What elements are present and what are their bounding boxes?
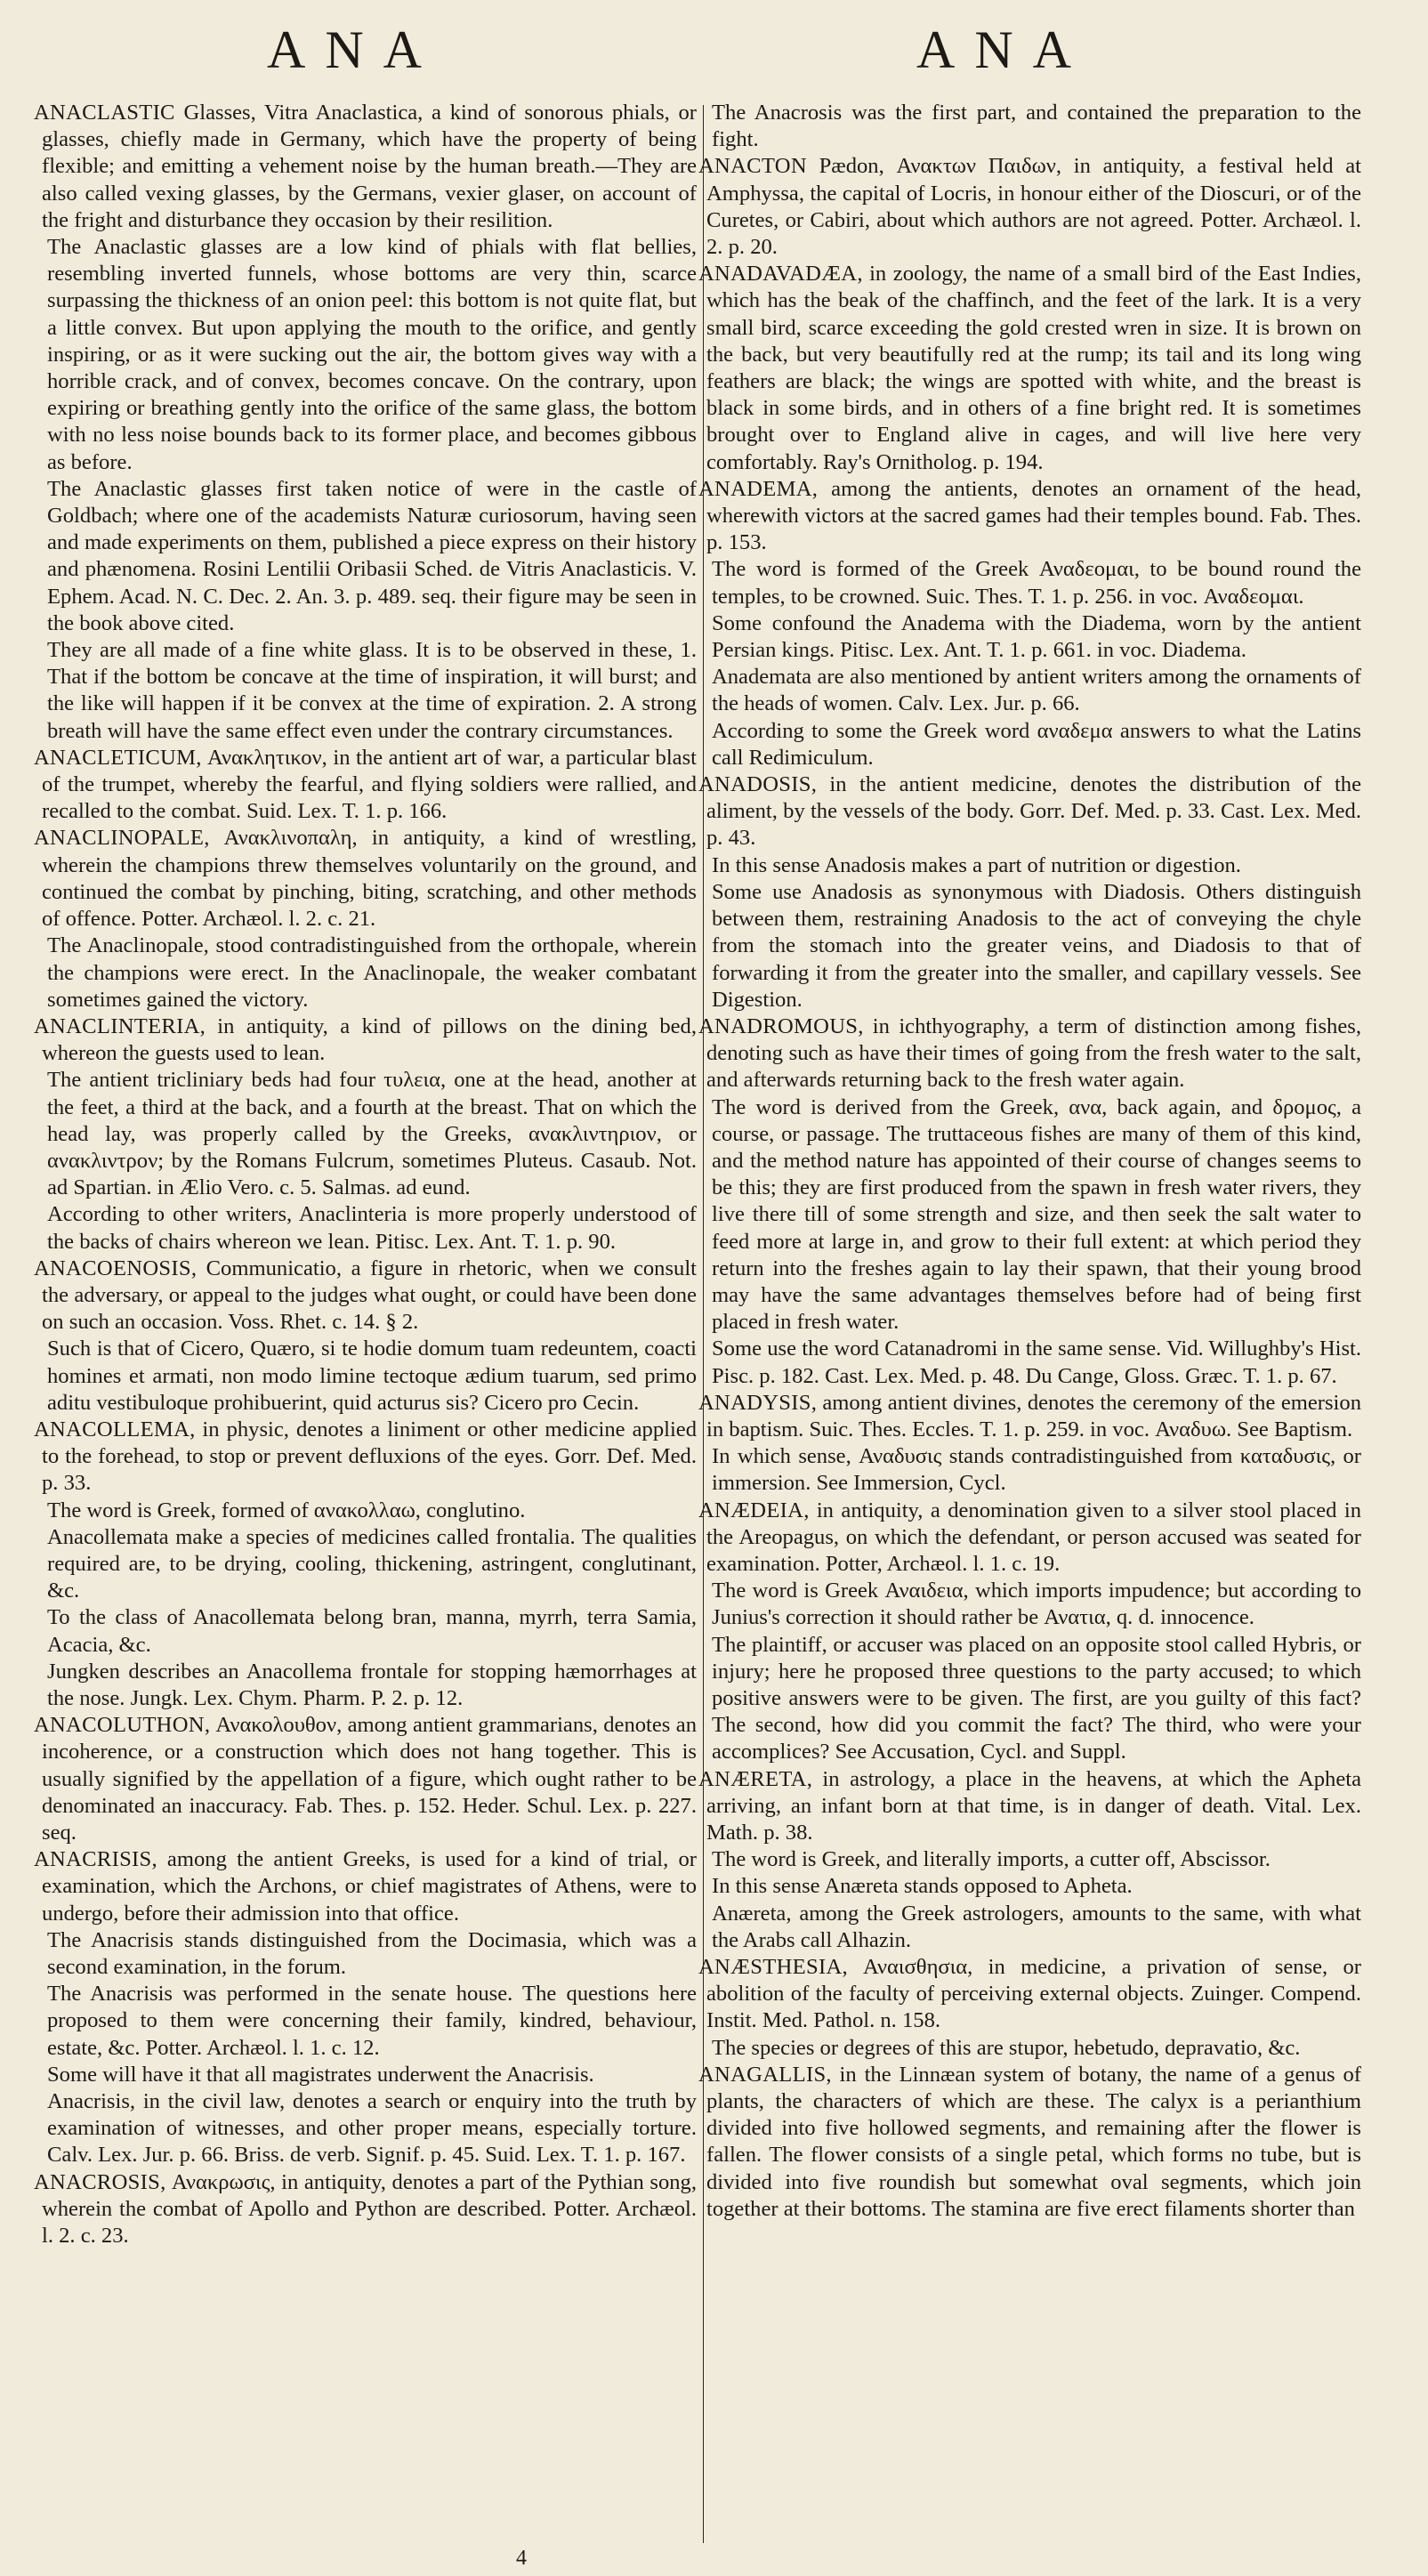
entry-paragraph	[39, 1067, 697, 1201]
dictionary-entry	[34, 1013, 697, 1067]
entry-paragraph	[39, 2088, 697, 2169]
entry-headword: ANACRISIS	[34, 1847, 152, 1872]
left-column	[34, 100, 697, 2542]
entry-text: , Ανακλητικον, in the antient art of war, a particular blast of the trumpet, whereby the fearful, and flying soldiers were rallied, and recalled to the combat. Suid. Lex. T. 1. p. 166.	[42, 745, 697, 824]
entry-text: According to some the Greek word αναδεμα answers to what the Latins call Redimiculum.	[712, 718, 1361, 770]
dictionary-entry	[698, 153, 1361, 261]
entry-headword: ANADYSIS	[698, 1390, 811, 1415]
entry-paragraph	[704, 1632, 1361, 1766]
entry-paragraph	[704, 1578, 1361, 1631]
entry-paragraph	[704, 2035, 1361, 2062]
dictionary-entry	[34, 745, 697, 826]
entry-text: The word is Greek, formed of ανακολλαω, conglutino.	[47, 1498, 526, 1522]
entry-text: The Anaclastic glasses first taken notice of were in the castle of Goldbach; where one of the academists Naturæ curiosorum, having seen and made experiments on them, published a piece express on their history and phænomena. Rosini Lentilii Oribasii Sched. de Vitris Anaclasticis. V. Ephem. Acad. N. C. Dec. 2. An. 3. p. 489. seq. their figure may be seen in the book above cited.	[47, 476, 697, 635]
entry-paragraph	[704, 610, 1361, 664]
entry-paragraph	[704, 1873, 1361, 1900]
entry-text: The species or degrees of this are stupor, hebetudo, depravatio, &c.	[712, 2035, 1301, 2060]
entry-paragraph	[39, 234, 697, 476]
page-number: 4	[516, 2547, 527, 2570]
entry-text: They are all made of a fine white glass. It is to be observed in these, 1. That if the bottom be concave at the time of inspiration, it will burst; and the like will happen if it be convex at the time of expiration. 2. A strong breath will have the same effect even under the contrary circumstances.	[47, 638, 697, 743]
entry-headword: ANACLINTERIA	[34, 1013, 200, 1038]
dictionary-entry	[698, 1954, 1361, 2035]
entry-headword: ANACOENOSIS	[34, 1256, 191, 1280]
entry-text: The Anacrisis stands distinguished from the Docimasia, which was a second examination, in the forum.	[47, 1927, 697, 1980]
entry-text: Pædon, Ανακτων Παιδων, in antiquity, a festival held at Amphyssa, the capital of Locris, in honour either of the Dioscuri, or of the Curetes, or Cabiri, about which authors are not agreed. Potter. Archæol. l. 2. p. 20.	[706, 154, 1361, 260]
entry-text: , in antiquity, a denomination given to a silver stool placed in the Areopagus, on which the defendant, or person accused was seated for examination. Potter, Archæol. l. 1. c. 19.	[706, 1498, 1361, 1576]
dictionary-entry	[698, 1766, 1361, 1847]
right-column	[698, 100, 1361, 2542]
entry-text: Some confound the Anadema with the Diadema, worn by the antient Persian kings. Pitisc. Lex. Ant. T. 1. p. 661. in voc. Diadema.	[712, 610, 1361, 663]
entry-text: , Αναισθησια, in medicine, a privation of sense, or abolition of the faculty of perceiving external objects. Zuinger. Compend. Instit. Med. Pathol. n. 158.	[706, 1955, 1361, 2033]
entry-text: Glasses, Vitra Anaclastica, a kind of sonorous phials, or glasses, chiefly made in Germany, which have the property of being flexible; and emitting a vehement noise by the human breath.—They are also called vexing glasses, by the Germans, vexier glaser, on account of the fright and disturbance they occasion by their resilition.	[42, 101, 697, 232]
entry-text: , Ανακολουθον, among antient grammarians, denotes an incoherence, or a construction which does not hang together. This is usually signified by the appellation of a figure, which ought rather to be denominated an inaccuracy. Fab. Thes. p. 152. Heder. Schul. Lex. p. 227. seq.	[42, 1713, 697, 1845]
entry-paragraph	[39, 2062, 697, 2088]
entry-text: , among antient divines, denotes the ceremony of the emersion in baptism. Suic. Thes. Eccles. T. 1. p. 259. in voc. Αναδυω. See Baptism.	[706, 1390, 1361, 1441]
dictionary-entry	[698, 476, 1361, 557]
entry-paragraph	[704, 1336, 1361, 1389]
entry-paragraph	[704, 879, 1361, 1013]
dictionary-entry	[698, 771, 1361, 852]
dictionary-entry	[698, 1498, 1361, 1579]
entry-text: , in astrology, a place in the heavens, at which the Apheta arriving, an infant born at that time, is in danger of death. Vital. Lex. Math. p. 38.	[706, 1766, 1361, 1845]
entry-paragraph	[704, 664, 1361, 717]
dictionary-entry	[34, 1417, 697, 1498]
entry-paragraph	[704, 1901, 1361, 1954]
entry-text: , in physic, denotes a liniment or other medicine applied to the forehead, to stop or prevent defluxions of the eyes. Gorr. Def. Med. p. 33.	[42, 1417, 697, 1496]
entry-text: In which sense, Αναδυσις stands contradistinguished from καταδυσις, or immersion. See Immersion, Cycl.	[712, 1444, 1361, 1496]
entry-paragraph	[704, 1846, 1361, 1873]
entry-text: , Ανακλινοπαλη, in antiquity, a kind of wrestling, wherein the champions threw themselves voluntarily on the ground, and continued the combat by pinching, biting, scratching, and other methods of offence. Potter. Archæol. l. 2. c. 21.	[42, 826, 697, 932]
entry-text: The word is derived from the Greek, ανα, back again, and δρομος, a course, or passage. The truttaceous fishes are many of them of this kind, and the method nature has appointed of their course of changes seems to be this; they are first produced from the spawn in fresh water rivers, they live there till of some strength and size, and then seek the salt water to feed more at large in, and grow to their full extent: at which period they return into the freshes again to lay their spawn, that their young brood may have the same advantages themselves before had of being first placed in fresh water.	[712, 1094, 1361, 1335]
entry-headword: ANACTON	[698, 154, 807, 179]
entry-text: In this sense Anadosis makes a part of nutrition or digestion.	[712, 852, 1241, 877]
dictionary-entry	[698, 1390, 1361, 1443]
entry-paragraph	[704, 718, 1361, 771]
dictionary-entry	[34, 1846, 697, 1927]
dictionary-entry	[34, 100, 697, 234]
entry-paragraph	[39, 476, 697, 637]
entry-headword: ANACLINOPALE	[34, 826, 205, 851]
entry-text: , among the antients, denotes an ornament of the head, wherewith victors at the sacred games had their temples bound. Fab. Thes. p. 153.	[706, 476, 1361, 555]
entry-text: Anacollemata make a species of medicines called frontalia. The qualities required are, to be drying, cooling, thickening, astringent, conglutinant, &c.	[47, 1524, 697, 1603]
entry-text: According to other writers, Anaclinteria is more properly understood of the backs of chairs whereon we lean. Pitisc. Lex. Ant. T. 1. p. 90.	[47, 1202, 697, 1254]
entry-paragraph	[704, 1443, 1361, 1497]
entry-text: The word is Greek Αναιδεια, which imports impudence; but according to Junius's correction it should rather be Ανατια, q. d. innocence.	[712, 1579, 1361, 1630]
entry-text: , in ichthyography, a term of distinction among fishes, denoting such as have their times of going from the fresh water to the salt, and afterwards returning back to the fresh water again.	[706, 1013, 1361, 1093]
entry-paragraph	[704, 100, 1361, 153]
entry-paragraph	[39, 1659, 697, 1712]
entry-text: The word is Greek, and literally imports, a cutter off, Abscissor.	[712, 1847, 1271, 1872]
entry-text: Anæreta, among the Greek astrologers, amounts to the same, with what the Arabs call Alhazin.	[712, 1901, 1361, 1952]
entry-text: The Anaclinopale, stood contradistinguished from the orthopale, wherein the champions were erect. In the Anaclinopale, the weaker combatant sometimes gained the victory.	[47, 933, 697, 1012]
entry-paragraph	[39, 1201, 697, 1255]
entry-paragraph	[39, 1981, 697, 2062]
entry-text: Some use the word Catanadromi in the same sense. Vid. Willughby's Hist. Pisc. p. 182. Cast. Lex. Med. p. 48. Du Cange, Gloss. Græc. T. 1. p. 67.	[712, 1336, 1361, 1388]
entry-text: Some will have it that all magistrates underwent the Anacrisis.	[47, 2062, 594, 2087]
entry-paragraph	[39, 1336, 697, 1417]
entry-paragraph	[704, 852, 1361, 879]
entry-headword: ANÆRETA	[698, 1766, 807, 1791]
entry-text: The Anacrisis was performed in the senate house. The questions here proposed to them were concerning their family, kindred, behaviour, estate, &c. Potter. Archæol. l. 1. c. 12.	[47, 1982, 697, 2060]
entry-paragraph	[39, 1524, 697, 1605]
entry-headword: ANADAVADÆA	[698, 262, 858, 287]
entry-text: , in zoology, the name of a small bird of the East Indies, which has the beak of the chaffinch, and the feet of the lark. It is a very small bird, scarce exceeding the gold crested wren in size. It is brown on the back, but very beautifully red at the rump; its tail and its long wing feathers are black; the wings are spotted with white, and the breast is black in some birds, and in others of a fine bright red. It is sometimes brought over to England alive in cages, and will live here very comfortably. Ray's Ornitholog. p. 194.	[706, 262, 1361, 474]
entry-text: The antient tricliniary beds had four τυλεια, one at the head, another at the feet, a third at the back, and a fourth at the breast. That on which the head lay, was properly called by the Greeks, ανακλιντηριον, or ανακλιντρον; by the Romans Fulcrum, sometimes Pluteus. Casaub. Not. ad Spartian. in Ælio Vero. c. 5. Salmas. ad eund.	[47, 1068, 697, 1200]
dictionary-entry	[34, 1712, 697, 1846]
dictionary-entry	[34, 825, 697, 933]
entry-paragraph	[39, 1604, 697, 1658]
entry-paragraph	[39, 933, 697, 1013]
entry-text: The plaintiff, or accuser was placed on an opposite stool called Hybris, or injury; here he proposed three questions to the party accused; to which positive answers were to be given. The first, are you guilty of this fact? The second, how did you commit the fact? The third, who were your accomplices? See Accusation, Cycl. and Suppl.	[712, 1632, 1361, 1764]
entry-text: The Anacrosis was the first part, and contained the preparation to the fight.	[712, 101, 1361, 152]
dictionary-entry	[698, 261, 1361, 476]
entry-headword: ANÆDEIA	[698, 1498, 804, 1522]
dictionary-entry	[34, 2169, 697, 2250]
entry-paragraph	[39, 1927, 697, 1981]
entry-paragraph	[39, 1498, 697, 1524]
entry-headword: ANÆSTHESIA	[698, 1955, 843, 1980]
entry-text: , in the Linnæan system of botany, the name of a genus of plants, the characters of which are these. The calyx is a perianthium divided into five hollowed segments, and remaining after the flower is fallen. The flower consists of a single petal, which forms no tube, but is divided into five roundish but somewhat oval segments, which join together at their bottoms. The stamina are five erect filaments shorter than	[706, 2062, 1361, 2221]
dictionary-entry	[34, 1256, 697, 1336]
entry-paragraph	[39, 637, 697, 745]
entry-text: Some use Anadosis as synonymous with Diadosis. Others distinguish between them, restraining Anadosis to the act of conveying the chyle from the stomach into the greater veins, and Diadosis to that of forwarding it from the greater into the smaller, and capillary vessels. See Digestion.	[712, 879, 1361, 1012]
entry-text: , Communicatio, a figure in rhetoric, when we consult the adversary, or appeal to the judges what ought, or could have been done on such an occasion. Voss. Rhet. c. 14. § 2.	[42, 1256, 697, 1335]
entry-headword: ANADROMOUS	[698, 1013, 859, 1038]
entry-text: To the class of Anacollemata belong bran, manna, myrrh, terra Samia, Acacia, &c.	[47, 1605, 697, 1657]
entry-headword: ANADOSIS	[698, 772, 811, 797]
entry-text: In this sense Anæreta stands opposed to Apheta.	[712, 1874, 1133, 1899]
entry-headword: ANACOLUTHON	[34, 1713, 205, 1738]
entry-text: , among the antient Greeks, is used for a kind of trial, or examination, which the Archons, or chief magistrates of Athens, were to undergo, before their admission into that office.	[42, 1847, 697, 1926]
entry-headword: ANACLETICUM	[34, 745, 197, 770]
entry-text: Anacrisis, in the civil law, denotes a search or enquiry into the truth by examination of witnesses, and other proper means, especially torture. Calv. Lex. Jur. p. 66. Briss. de verb. Signif. p. 45. Suid. Lex. T. 1. p. 167.	[47, 2089, 697, 2168]
entry-text: , in the antient medicine, denotes the distribution of the aliment, by the vessels of the body. Gorr. Def. Med. p. 33. Cast. Lex. Med. p. 43.	[706, 772, 1361, 851]
entry-text: The Anaclastic glasses are a low kind of phials with flat bellies, resembling inverted funnels, whose bottoms are very thin, scarce surpassing the thickness of an onion peel: this bottom is not quite flat, but a little convex. But upon applying the mouth to the orifice, and gently inspiring, or as it were sucking out the air, the bottom gives way with a horrible crack, and of convex, becomes concave. On the contrary, upon expiring or breathing gently into the orifice of the same glass, the bottom with no less noise bounds back to its former place, and becomes gibbous as before.	[47, 235, 697, 474]
entry-text: , Ανακρωσις, in antiquity, denotes a part of the Pythian song, wherein the combat of Apollo and Python are described. Potter. Archæol. l. 2. c. 23.	[42, 2169, 697, 2249]
entry-headword: ANACROSIS	[34, 2169, 161, 2194]
entry-text: , in antiquity, a kind of pillows on the dining bed, whereon the guests used to lean.	[42, 1013, 697, 1066]
running-head-right: ANA	[916, 20, 1091, 79]
entry-headword: ANACOLLEMA	[34, 1417, 190, 1441]
dictionary-entry	[698, 2062, 1361, 2223]
entry-text: The word is formed of the Greek Αναδεομαι, to be bound round the temples, to be crowned. Suic. Thes. T. 1. p. 256. in voc. Αναδεομαι.	[712, 557, 1361, 609]
entry-paragraph	[704, 1094, 1361, 1336]
dictionary-entry	[698, 1013, 1361, 1094]
entry-headword: ANACLASTIC	[34, 101, 175, 125]
running-head-left: ANA	[267, 20, 441, 79]
entry-text: Anademata are also mentioned by antient writers among the ornaments of the heads of women. Calv. Lex. Jur. p. 66.	[712, 665, 1361, 716]
entry-text: Such is that of Cicero, Quæro, si te hodie domum tuam redeuntem, coacti homines et armati, non modo limine tectoque ædium tuarum, sed primo aditu vestibuloque prohibuerint, quid acturus sis? Cicero pro Cecin.	[47, 1336, 697, 1415]
entry-text: Jungken describes an Anacollema frontale for stopping hæmorrhages at the nose. Jungk. Lex. Chym. Pharm. P. 2. p. 12.	[47, 1659, 697, 1710]
entry-paragraph	[704, 556, 1361, 610]
entry-headword: ANADEMA	[698, 476, 812, 501]
entry-headword: ANAGALLIS	[698, 2062, 827, 2087]
